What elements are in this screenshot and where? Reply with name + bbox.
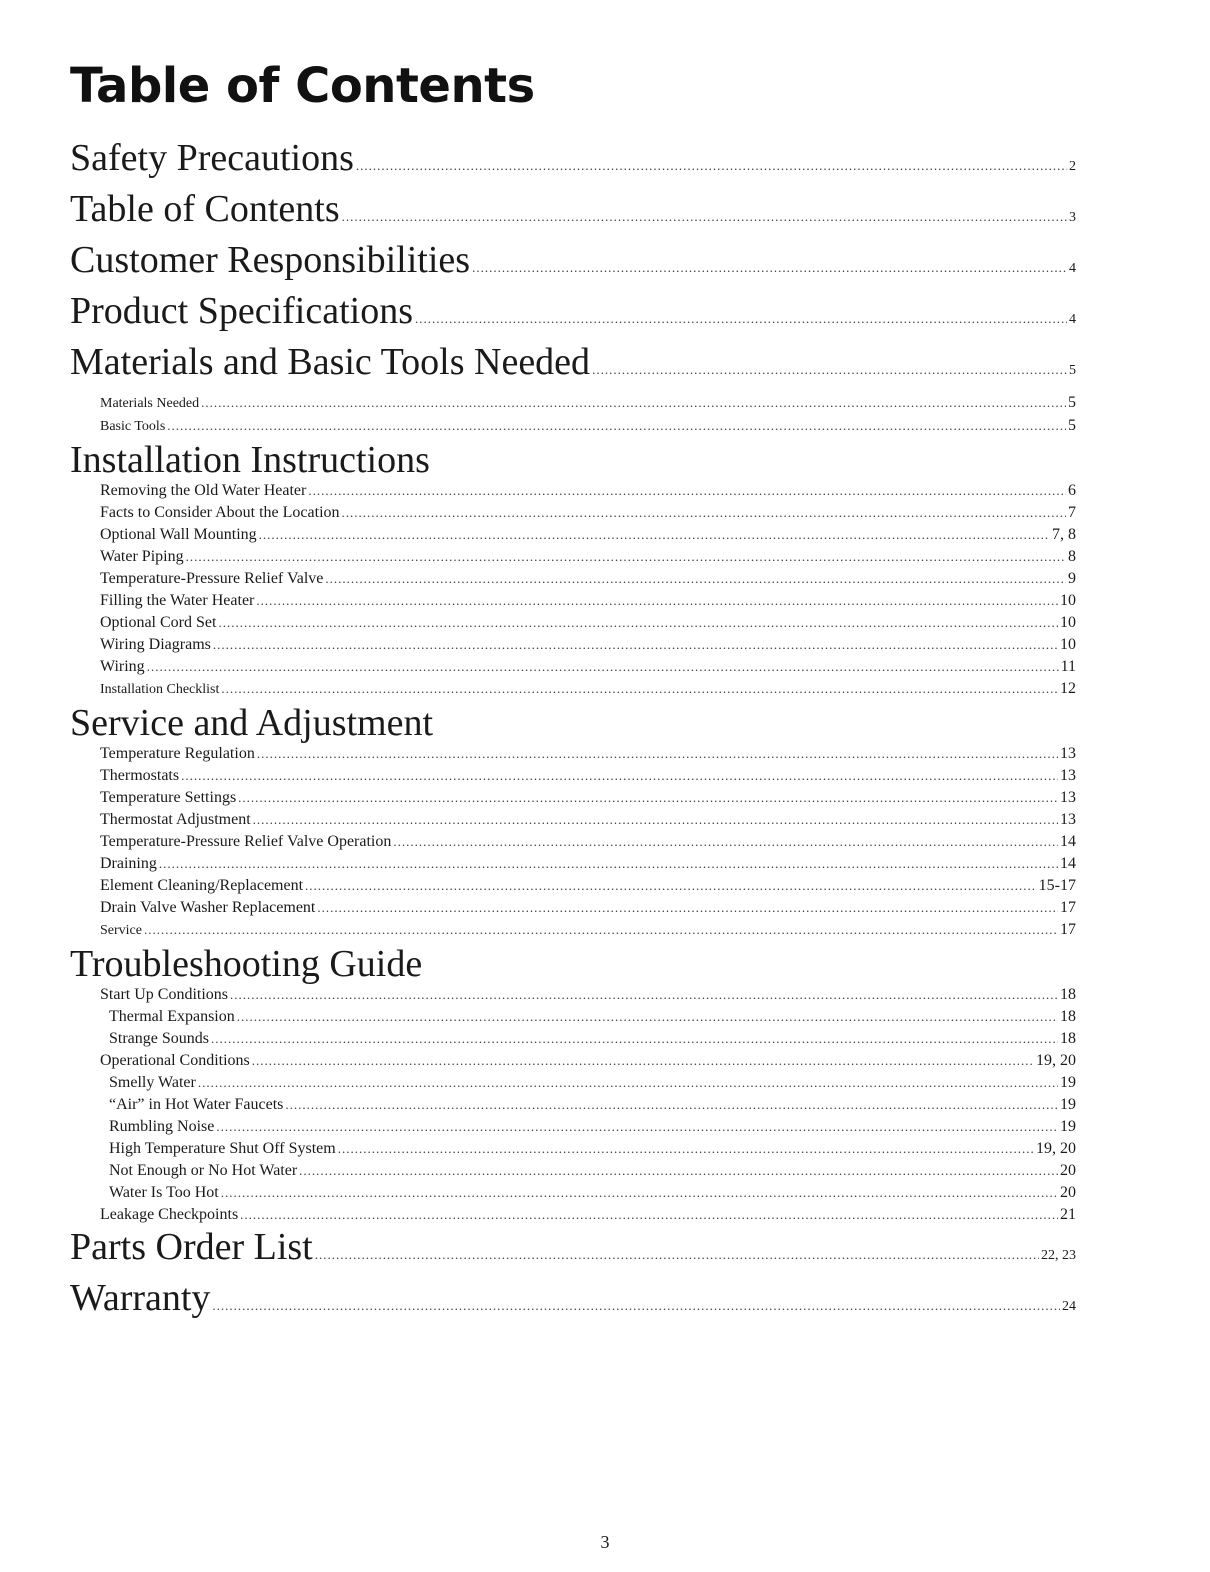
section-heading-installation: Installation Instructions bbox=[70, 439, 430, 481]
toc-subentry[interactable] bbox=[70, 787, 1076, 809]
toc-entry-label: Materials and Basic Tools Needed bbox=[70, 341, 591, 383]
toc-entry-page: 5 bbox=[1068, 417, 1076, 434]
toc-entry-page: 13 bbox=[1060, 767, 1076, 784]
toc-subentry[interactable] bbox=[70, 1182, 1076, 1204]
toc-entry-label: Element Cleaning/Replacement bbox=[100, 877, 304, 894]
dot-leader bbox=[186, 546, 1066, 568]
toc-entry-page: 24 bbox=[1062, 1299, 1076, 1314]
toc-subentry[interactable] bbox=[70, 875, 1076, 897]
dot-leader bbox=[216, 1116, 1058, 1138]
toc-subentry[interactable] bbox=[70, 984, 1076, 1006]
toc-entry-materials-and-basic-tools[interactable] bbox=[70, 341, 1076, 392]
dot-leader bbox=[144, 919, 1058, 941]
toc-entry-label: Basic Tools bbox=[100, 419, 166, 434]
toc-entry-page: 22, 23 bbox=[1041, 1248, 1076, 1263]
toc-entry-safety-precautions[interactable] bbox=[70, 137, 1076, 188]
toc-entry-page: 21 bbox=[1060, 1206, 1076, 1223]
toc-entry-label: Not Enough or No Hot Water bbox=[109, 1162, 298, 1179]
toc-subentry[interactable] bbox=[70, 502, 1076, 524]
toc-entry-page: 15-17 bbox=[1038, 877, 1076, 894]
toc-entry-label: Start Up Conditions bbox=[100, 986, 229, 1003]
table-of-contents bbox=[70, 137, 1076, 1328]
toc-entry-label: Temperature-Pressure Relief Valve Operation bbox=[100, 833, 392, 850]
toc-entry-label: Leakage Checkpoints bbox=[100, 1206, 239, 1223]
dot-leader bbox=[218, 612, 1058, 634]
toc-entry-label: Draining bbox=[100, 855, 157, 872]
dot-leader bbox=[238, 787, 1058, 809]
dot-leader bbox=[415, 298, 1067, 340]
dot-leader bbox=[198, 1072, 1058, 1094]
toc-entry-page: 11 bbox=[1060, 658, 1076, 675]
toc-subentry[interactable] bbox=[70, 546, 1076, 568]
dot-leader bbox=[211, 1028, 1058, 1050]
section-heading-troubleshooting: Troubleshooting Guide bbox=[70, 943, 423, 985]
dot-leader bbox=[356, 145, 1067, 187]
dot-leader bbox=[253, 809, 1058, 831]
toc-entry-label: Warranty bbox=[70, 1277, 211, 1319]
toc-subentry[interactable] bbox=[70, 897, 1076, 919]
dot-leader bbox=[230, 984, 1058, 1006]
toc-entry-page: 12 bbox=[1060, 680, 1076, 697]
toc-entry-label: Operational Conditions bbox=[100, 1052, 250, 1069]
toc-subentry[interactable] bbox=[70, 1094, 1076, 1116]
dot-leader bbox=[393, 831, 1058, 853]
toc-entry-page: 18 bbox=[1060, 1030, 1076, 1047]
toc-entry-label: Safety Precautions bbox=[70, 137, 354, 179]
dot-leader bbox=[256, 590, 1058, 612]
toc-subentry[interactable] bbox=[70, 1204, 1076, 1226]
toc-entry-page: 10 bbox=[1060, 636, 1076, 653]
toc-entry-label: Thermal Expansion bbox=[109, 1008, 235, 1025]
toc-entry-label: Customer Responsibilities bbox=[70, 239, 471, 281]
dot-leader bbox=[167, 415, 1066, 437]
dot-leader bbox=[221, 1182, 1058, 1204]
toc-subentry[interactable] bbox=[70, 1006, 1076, 1028]
toc-entry-page: 14 bbox=[1060, 833, 1076, 850]
toc-entry-page: 19 bbox=[1060, 1074, 1076, 1091]
dot-leader bbox=[221, 678, 1058, 700]
toc-entry-label: Thermostats bbox=[100, 767, 180, 784]
dot-leader bbox=[338, 1138, 1034, 1160]
toc-entry-customer-responsibilities[interactable] bbox=[70, 239, 1076, 290]
toc-entry-label: Rumbling Noise bbox=[109, 1118, 215, 1135]
toc-entry-warranty[interactable] bbox=[70, 1277, 1076, 1328]
dot-leader bbox=[237, 1006, 1058, 1028]
toc-entry-page: 2 bbox=[1069, 159, 1076, 174]
toc-subentry[interactable] bbox=[70, 480, 1076, 502]
dot-leader bbox=[472, 247, 1067, 289]
toc-subentry[interactable] bbox=[70, 1160, 1076, 1182]
toc-entry-label: Optional Cord Set bbox=[100, 614, 217, 631]
page-number: 3 bbox=[600, 1532, 610, 1552]
toc-entry-page: 10 bbox=[1060, 592, 1076, 609]
toc-entry-label: Table of Contents bbox=[70, 188, 340, 230]
page-title: Table of Contents bbox=[70, 58, 535, 114]
dot-leader bbox=[285, 1094, 1058, 1116]
toc-entry-label: Wiring bbox=[100, 658, 145, 675]
toc-entry-page: 17 bbox=[1060, 899, 1076, 916]
toc-entry-page: 9 bbox=[1068, 570, 1076, 587]
toc-entry-label: Materials Needed bbox=[100, 396, 200, 411]
toc-entry-page: 19 bbox=[1060, 1096, 1076, 1113]
toc-entry-page: 19, 20 bbox=[1036, 1052, 1076, 1069]
toc-entry-page: 20 bbox=[1060, 1184, 1076, 1201]
toc-entry-product-specifications[interactable] bbox=[70, 290, 1076, 341]
dot-leader bbox=[212, 1285, 1060, 1327]
toc-subentry[interactable] bbox=[70, 524, 1076, 546]
toc-entry-label: Filling the Water Heater bbox=[100, 592, 255, 609]
toc-subentry[interactable] bbox=[70, 415, 1076, 438]
toc-subentry[interactable] bbox=[70, 1072, 1076, 1094]
toc-subentry[interactable] bbox=[70, 634, 1076, 656]
toc-entry-label: Facts to Consider About the Location bbox=[100, 504, 340, 521]
toc-subentry[interactable] bbox=[70, 831, 1076, 853]
dot-leader bbox=[305, 875, 1037, 897]
dot-leader bbox=[252, 1050, 1034, 1072]
toc-entry-label: “Air” in Hot Water Faucets bbox=[109, 1096, 284, 1113]
toc-entry-page: 19 bbox=[1060, 1118, 1076, 1135]
toc-entry-page: 13 bbox=[1060, 811, 1076, 828]
toc-entry-page: 18 bbox=[1060, 1008, 1076, 1025]
toc-subentry[interactable] bbox=[70, 656, 1076, 678]
toc-subentry[interactable] bbox=[70, 568, 1076, 590]
dot-leader bbox=[325, 568, 1066, 590]
toc-subentry[interactable] bbox=[70, 765, 1076, 787]
toc-subentry[interactable] bbox=[70, 1138, 1076, 1160]
dot-leader bbox=[342, 502, 1066, 524]
dot-leader bbox=[592, 349, 1067, 391]
dot-leader bbox=[315, 1234, 1039, 1276]
toc-entry-label: Strange Sounds bbox=[109, 1030, 209, 1047]
dot-leader bbox=[317, 897, 1058, 919]
toc-subentry[interactable] bbox=[70, 919, 1076, 942]
toc-entry-label: Water Is Too Hot bbox=[109, 1184, 219, 1201]
toc-entry-page: 13 bbox=[1060, 789, 1076, 806]
toc-entry-page: 4 bbox=[1069, 312, 1076, 327]
toc-entry-label: Parts Order List bbox=[70, 1226, 313, 1268]
toc-entry-label: Product Specifications bbox=[70, 290, 413, 332]
toc-entry-label: Thermostat Adjustment bbox=[100, 811, 251, 828]
toc-entry-page: 17 bbox=[1060, 921, 1076, 938]
dot-leader bbox=[257, 743, 1058, 765]
toc-entry-label: Removing the Old Water Heater bbox=[100, 482, 307, 499]
dot-leader bbox=[201, 392, 1066, 414]
toc-subentry[interactable] bbox=[70, 743, 1076, 765]
toc-entry-parts-order-list[interactable] bbox=[70, 1226, 1076, 1277]
section-heading-service: Service and Adjustment bbox=[70, 702, 434, 744]
toc-entry-label: Installation Checklist bbox=[100, 682, 220, 697]
toc-entry-label: Wiring Diagrams bbox=[100, 636, 211, 653]
toc-subentry[interactable] bbox=[70, 853, 1076, 875]
dot-leader bbox=[240, 1204, 1058, 1226]
toc-entry-page: 8 bbox=[1068, 548, 1076, 565]
toc-entry-page: 19, 20 bbox=[1036, 1140, 1076, 1157]
dot-leader bbox=[213, 634, 1058, 656]
toc-subentry[interactable] bbox=[70, 590, 1076, 612]
toc-subentry[interactable] bbox=[70, 809, 1076, 831]
toc-entry-page: 7, 8 bbox=[1052, 526, 1076, 543]
toc-subentry[interactable] bbox=[70, 1028, 1076, 1050]
toc-entry-page: 10 bbox=[1060, 614, 1076, 631]
toc-subentry[interactable] bbox=[70, 678, 1076, 701]
toc-entry-page: 7 bbox=[1068, 504, 1076, 521]
toc-entry-page: 18 bbox=[1060, 986, 1076, 1003]
toc-entry-label: Optional Wall Mounting bbox=[100, 526, 257, 543]
toc-entry-label: Temperature-Pressure Relief Valve bbox=[100, 570, 324, 587]
toc-entry-page: 20 bbox=[1060, 1162, 1076, 1179]
toc-entry-page: 4 bbox=[1069, 261, 1076, 276]
dot-leader bbox=[147, 656, 1059, 678]
dot-leader bbox=[308, 480, 1066, 502]
dot-leader bbox=[299, 1160, 1058, 1182]
toc-entry-label: Water Piping bbox=[100, 548, 184, 565]
toc-entry-page: 14 bbox=[1060, 855, 1076, 872]
dot-leader bbox=[159, 853, 1058, 875]
toc-entry-label: Service bbox=[100, 923, 142, 938]
toc-entry-label: Temperature Settings bbox=[100, 789, 237, 806]
toc-entry-page: 3 bbox=[1069, 210, 1076, 225]
dot-leader bbox=[259, 524, 1050, 546]
dot-leader bbox=[342, 196, 1067, 238]
toc-subentry[interactable] bbox=[70, 1050, 1076, 1072]
toc-entry-table-of-contents[interactable] bbox=[70, 188, 1076, 239]
toc-entry-page: 6 bbox=[1068, 482, 1076, 499]
toc-entry-label: Temperature Regulation bbox=[100, 745, 255, 762]
toc-entry-label: Drain Valve Washer Replacement bbox=[100, 899, 316, 916]
toc-entry-page: 5 bbox=[1069, 363, 1076, 378]
toc-entry-page: 13 bbox=[1060, 745, 1076, 762]
toc-subentry[interactable] bbox=[70, 392, 1076, 415]
toc-subentry[interactable] bbox=[70, 1116, 1076, 1138]
toc-entry-page: 5 bbox=[1068, 394, 1076, 411]
dot-leader bbox=[181, 765, 1058, 787]
toc-subentry[interactable] bbox=[70, 612, 1076, 634]
toc-entry-label: High Temperature Shut Off System bbox=[109, 1140, 336, 1157]
toc-entry-label: Smelly Water bbox=[109, 1074, 196, 1091]
